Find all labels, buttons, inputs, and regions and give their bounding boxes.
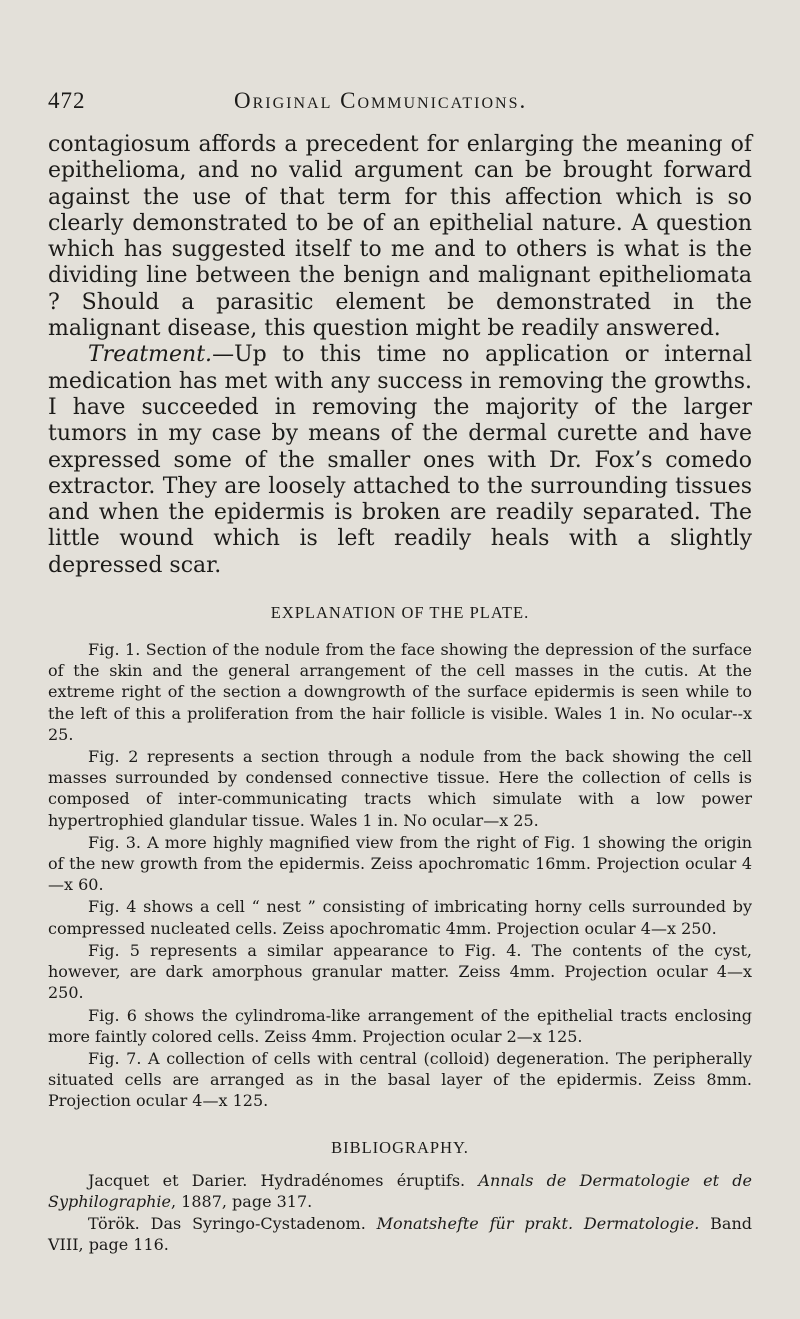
figure-caption: Fig. 4 shows a cell “ nest ” consisting of imbricating horny cells surrounded by compressed nucleated cells. Zeiss apochromatic 4mm. Projection ocular 4—x 250. [48,897,752,938]
explanation-heading: EXPLANATION OF THE PLATE. [270,603,530,623]
bibliography-entry-suffix: Band VIII, page 116. [48,1213,752,1255]
figure-explanations [48,639,752,1111]
figure-caption: Fig. 7. A collection of cells with central (colloid) degeneration. The peripherally situated cells are arranged as in the basal layer of the epidermis. Zeiss 8mm. Projection ocular 4—x 125. [48,1048,752,1111]
bibliography-entry-suffix: , 1887, page 317. [170,1191,313,1211]
body-paragraph: contagiosum affords a precedent for enlarging the meaning of epithelioma, and no valid argument can be brought forward against the use of that term for this affection which is so clearly demonstrated to be of an epithelial nature. A question which has suggested itself to me and to others is what is the dividing line between the benign and malignant epitheliomata ? Should a parasitic element be demonstrated in the malignant disease, this question might be readily answered. [48,132,752,342]
treatment-paragraph [48,342,752,579]
bibliography-journal: Monatshefte für prakt. Dermatologie. [376,1213,700,1233]
bibliography-entry-prefix: Török. Das Syringo-Cystadenom. [88,1213,377,1233]
bibliography-heading: BIBLIOGRAPHY. [331,1137,469,1157]
figure-caption: Fig. 1. Section of the nodule from the face showing the depression of the surface of the skin and the general arrangement of the cell masses in the cutis. At the extreme right of the section a downgrowth of the surface epidermis is seen while to the left of this a proliferation from the hair follicle is visible. Wales 1 in. No ocular--x 25. [48,640,752,744]
figure-caption: Fig. 5 represents a similar appearance to Fig. 4. The contents of the cyst, however, are dark amorphous granular matter. Zeiss 4mm. Projection ocular 4—x 250. [48,940,752,1003]
running-title: Original Communications. [234,88,528,113]
bibliography-journal: Annals de Dermatologie et de Syphilographie [48,1170,752,1211]
bibliography-list [48,1170,752,1256]
treatment-text: —Up to this time no application or internal medication has met with any success in removing the growths. I have succeeded in removing the majority of the larger tumors in my case by means of the dermal curette and have expressed some of the smaller ones with Dr. Fox’s comedo extractor. They are loosely attached to the surrounding tissues and when the epidermis is broken are readily separated. The little wound which is left readily heals with a slightly depressed scar. [48,342,752,578]
bibliography-entry-prefix: Jacquet et Darier. Hydradénomes éruptifs. [88,1170,479,1190]
treatment-lead: Treatment. [88,342,213,368]
page-number: 472 [48,88,86,113]
figure-caption: Fig. 3. A more highly magnified view from the right of Fig. 1 showing the origin of the new growth from the epidermis. Zeiss apochromatic 16mm. Projection ocular 4—x 60. [48,832,752,895]
figure-caption: Fig. 6 shows the cylindroma-like arrangement of the epithelial tracts enclosing more faintly colored cells. Zeiss 4mm. Projection ocular 2—x 125. [48,1005,752,1046]
running-head [48,88,752,122]
main-text [48,132,752,579]
bibliography-entry [48,1213,752,1255]
figure-caption: Fig. 2 represents a section through a nodule from the back showing the cell masses surrounded by condensed connective tissue. Here the collection of cells is composed of inter-communicating tracts which simulate with a low power hypertrophied glandular tissue. Wales 1 in. No ocular—x 25. [48,747,752,830]
bibliography-entry [48,1170,752,1212]
